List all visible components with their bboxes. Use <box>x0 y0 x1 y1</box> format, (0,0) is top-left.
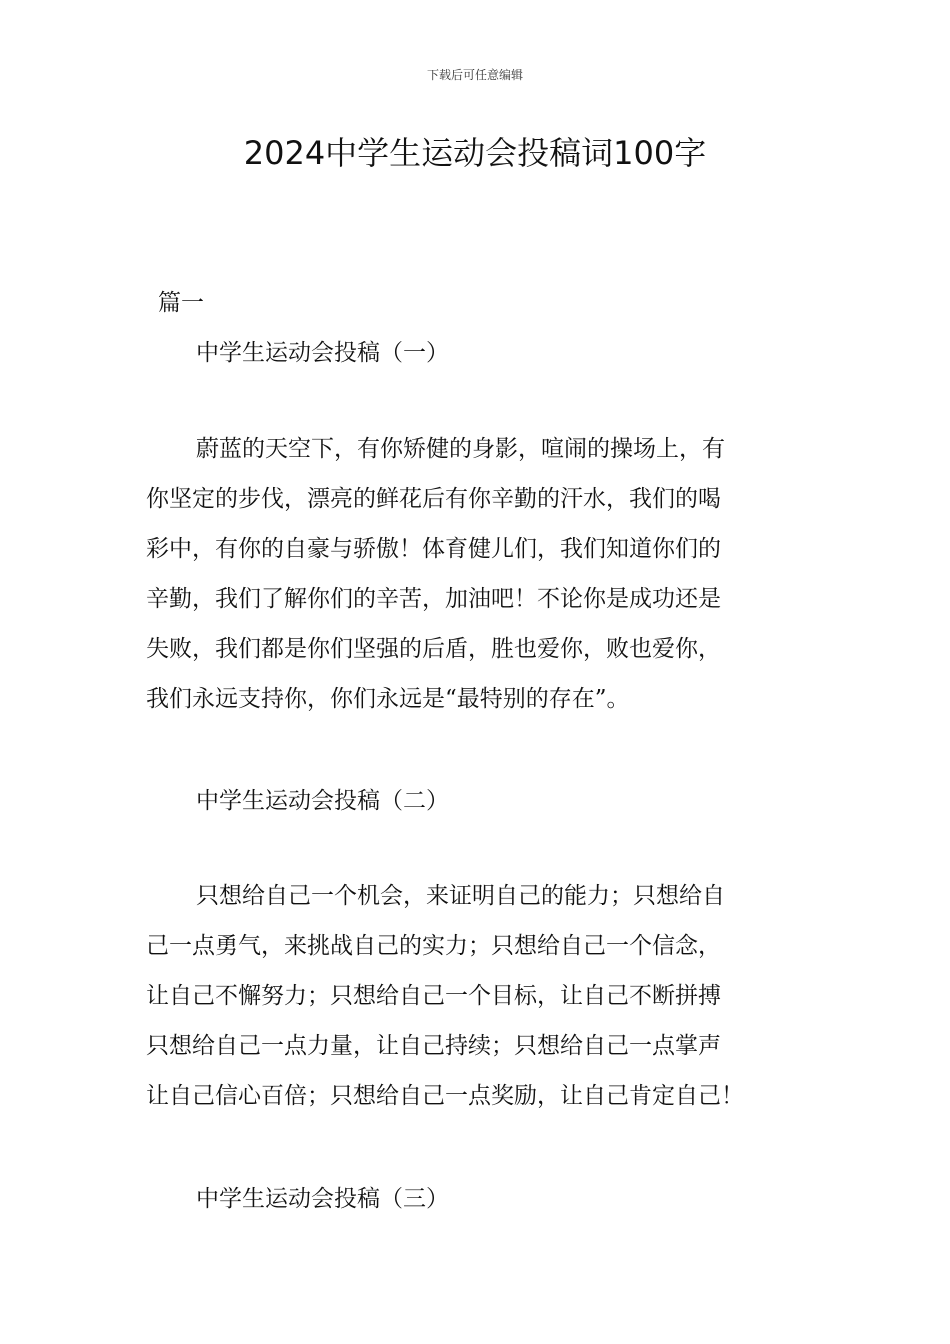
piece-2-heading: 中学生运动会投稿（二） <box>196 788 449 814</box>
paragraph-line: 辛勤，我们了解你们的辛苦，加油吧！不论你是成功还是 <box>146 586 721 612</box>
piece-1-paragraph <box>146 424 810 724</box>
paragraph-line: 彩中，有你的自豪与骄傲！体育健儿们，我们知道你们的 <box>146 536 721 562</box>
paragraph-line: 己一点勇气，来挑战自己的实力；只想给自己一个信念， <box>146 933 721 959</box>
paragraph-line: 失败，我们都是你们坚强的后盾，胜也爱你，败也爱你， <box>146 636 721 662</box>
paragraph-line: 只想给自己一点力量，让自己持续；只想给自己一点掌声 <box>146 1033 721 1059</box>
paragraph-line: 让自己不懈努力；只想给自己一个目标，让自己不断拼搏 <box>146 983 721 1009</box>
paragraph-line: 蔚蓝的天空下，有你矫健的身影，喧闹的操场上，有 <box>196 436 725 462</box>
piece-3-heading: 中学生运动会投稿（三） <box>196 1186 449 1212</box>
section-label: 篇一 <box>158 290 204 316</box>
document-title: 2024中学生运动会投稿词100字 <box>243 134 707 172</box>
paragraph-line: 让自己信心百倍；只想给自己一点奖励，让自己肯定自己！ <box>146 1083 744 1109</box>
piece-2-paragraph <box>146 871 810 1121</box>
paragraph-line: 你坚定的步伐，漂亮的鲜花后有你辛勤的汗水，我们的喝 <box>146 486 721 512</box>
paragraph-line: 我们永远支持你，你们永远是“最特别的存在”。 <box>146 686 630 712</box>
paragraph-line: 只想给自己一个机会，来证明自己的能力；只想给自 <box>196 883 725 909</box>
header-note: 下载后可任意编辑 <box>426 68 523 82</box>
piece-1-heading: 中学生运动会投稿（一） <box>196 340 449 366</box>
